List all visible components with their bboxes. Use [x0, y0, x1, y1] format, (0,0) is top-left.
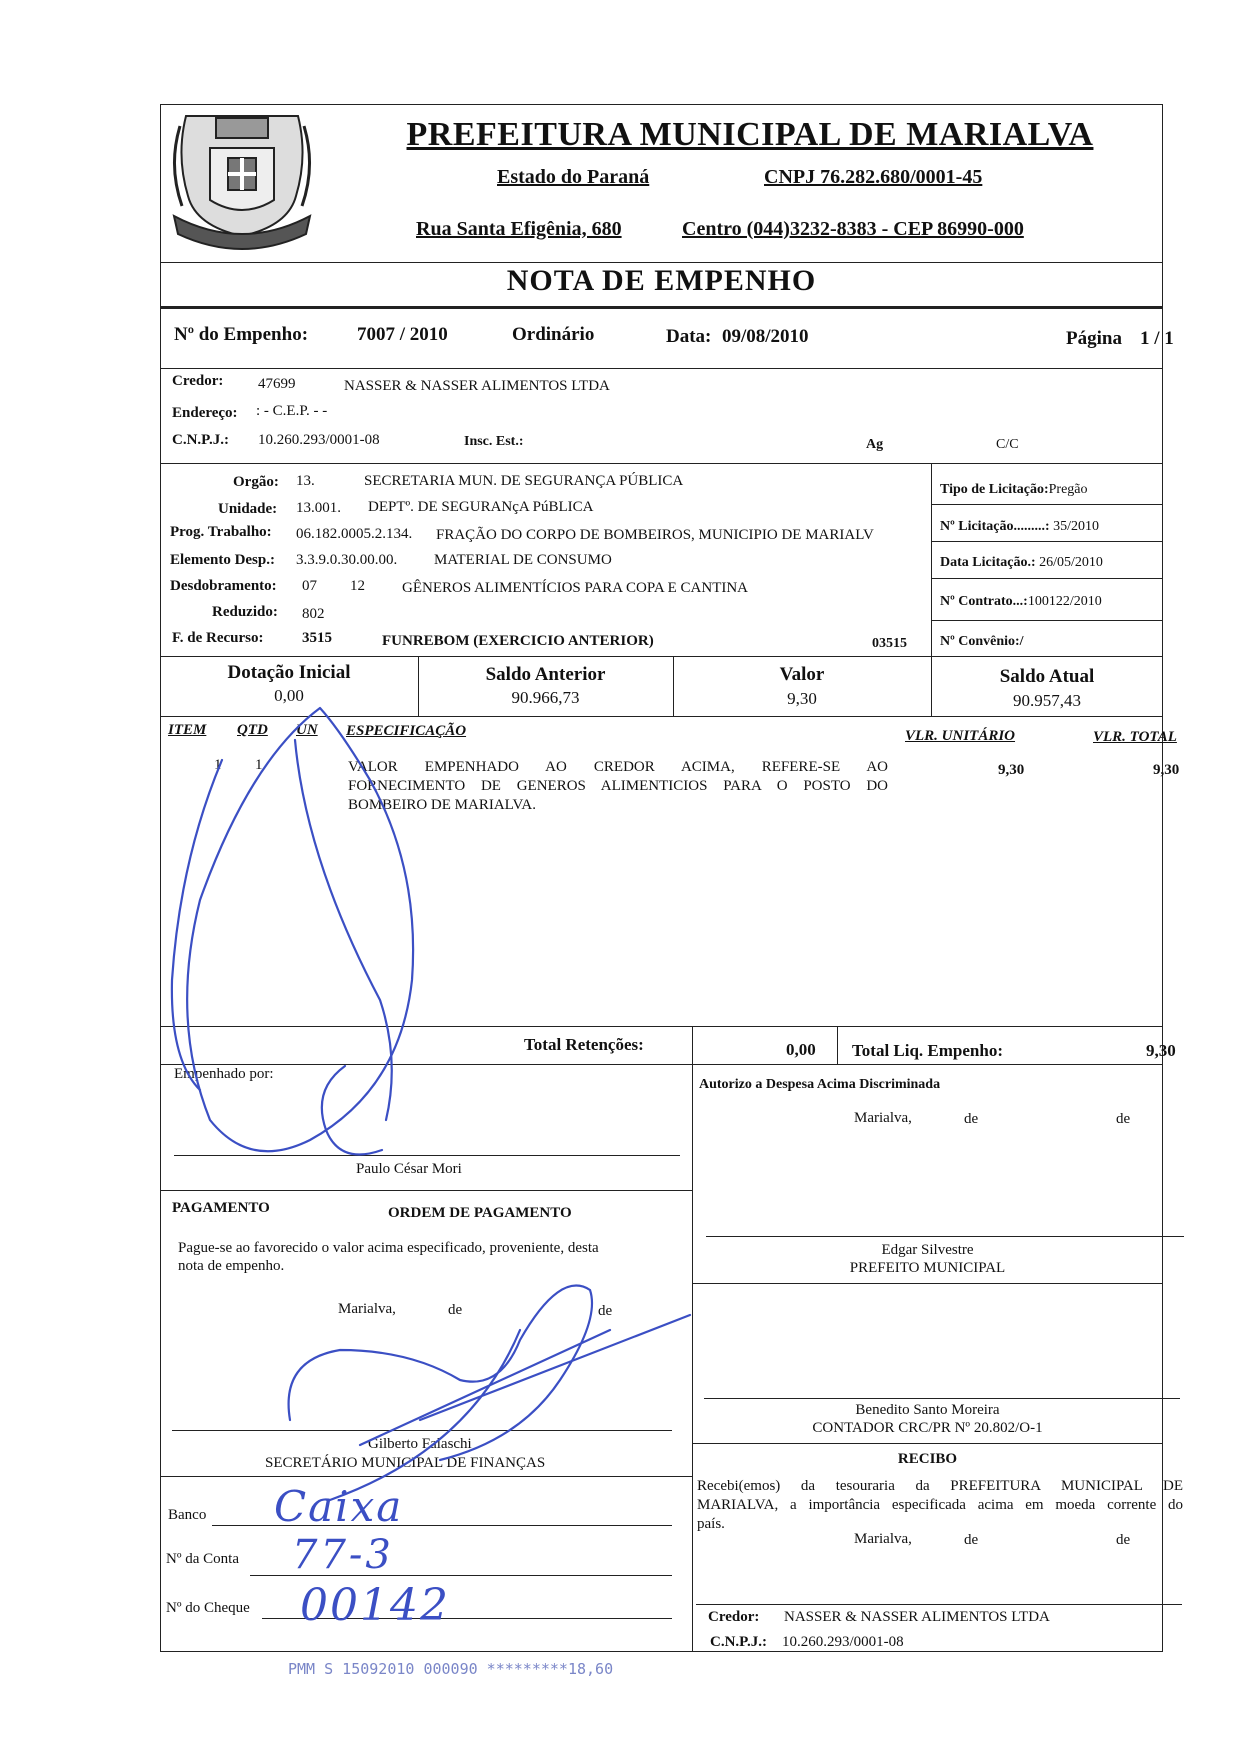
divider-vertical: [692, 1064, 693, 1652]
item-total-value: 9,30: [1153, 762, 1180, 778]
divider: [160, 716, 1163, 717]
ordem-pagamento: ORDEM DE PAGAMENTO: [388, 1205, 572, 1221]
signature-line: [704, 1398, 1180, 1399]
unidade-code: 13.001.: [296, 500, 341, 516]
reduzido-code: 802: [302, 606, 325, 622]
dotacao-label: Dotação Inicial: [227, 662, 351, 683]
contador-title: CONTADOR CRC/PR Nº 20.802/O-1: [812, 1420, 1043, 1436]
valor-value: 9,30: [787, 689, 817, 708]
empenho-date: 09/08/2010: [722, 326, 809, 347]
secretario-name: Gilberto Falaschi: [368, 1436, 472, 1452]
autorizo-de-2: de: [1116, 1111, 1131, 1127]
divider: [931, 541, 1163, 542]
desdobramento-b: 12: [350, 578, 365, 594]
pagamento-text-1: Pague-se ao favorecido o valor acima especificado, proveniente, desta: [178, 1240, 599, 1256]
address-value: : - C.E.P. - -: [256, 403, 328, 419]
saldo-anterior-label: Saldo Anterior: [485, 664, 606, 685]
contrato-label: Nº Contrato...:100122/2010: [940, 594, 1102, 609]
divider: [692, 1443, 1163, 1444]
empenho-number: 7007 / 2010: [357, 324, 448, 345]
insc-label: Insc. Est.:: [464, 434, 524, 449]
credor-name: NASSER & NASSER ALIMENTOS LTDA: [344, 378, 610, 394]
address-label: Endereço:: [172, 405, 238, 421]
recurso-name: FUNREBOM (EXERCICIO ANTERIOR): [382, 633, 654, 649]
recibo-cnpj: 10.260.293/0001-08: [782, 1634, 904, 1650]
pagamento-text-2: nota de empenho.: [178, 1258, 285, 1274]
col-total-value: VLR. TOTAL: [1093, 729, 1177, 745]
signature-line: [696, 1604, 1182, 1605]
liq-value: 9,30: [1146, 1041, 1176, 1060]
recibo-title: RECIBO: [897, 1451, 958, 1467]
col-unit-value: VLR. UNITÁRIO: [905, 728, 1016, 744]
prog-name: FRAÇÃO DO CORPO DE BOMBEIROS, MUNICIPIO DE MARIALV: [436, 527, 874, 543]
conta-value: 77-3: [292, 1532, 394, 1578]
contrato-value: 100122/2010: [1027, 594, 1102, 609]
licitacao-data-label: Data Licitação.: 26/05/2010: [940, 555, 1103, 570]
page-label: Página: [1066, 328, 1122, 349]
item-spec-line-2: FORNECIMENTO DE GENEROS ALIMENTICIOS PARA O POSTO DO: [348, 778, 888, 794]
divider: [931, 620, 1163, 621]
item-unit-value: 9,30: [998, 762, 1025, 778]
bank-stamp: PMM S 15092010 000090 *********18,60: [288, 1660, 614, 1678]
recurso-label: F. de Recurso:: [172, 630, 264, 646]
cnpj-label-credor: C.N.P.J.:: [172, 432, 229, 448]
saldo-atual-label: Saldo Atual: [999, 666, 1095, 687]
cheque-value: 00142: [300, 1580, 450, 1631]
orgao-name: SECRETARIA MUN. DE SEGURANÇA PÚBLICA: [364, 473, 684, 489]
banco-label: Banco: [168, 1507, 207, 1523]
valor-label: Valor: [779, 664, 825, 685]
pagamento-place: Marialva,: [338, 1301, 396, 1317]
elemento-name: MATERIAL DE CONSUMO: [434, 552, 612, 568]
empenho-date-label: Data:: [666, 326, 712, 347]
recurso-code: 3515: [302, 630, 332, 646]
coat-of-arms-icon: [166, 96, 318, 254]
signature-line: [172, 1430, 672, 1431]
contador-name: Benedito Santo Moreira: [855, 1402, 1000, 1418]
recibo-cnpj-label: C.N.P.J.:: [710, 1634, 767, 1650]
autorizo-text: Autorizo a Despesa Acima Discriminada: [699, 1077, 941, 1092]
saldo-anterior-value: 90.966,73: [511, 688, 580, 707]
licitacao-tipo-label: Tipo de Licitação:Pregão: [940, 482, 1088, 497]
recurso-code-2: 03515: [872, 636, 907, 651]
pagamento-de-1: de: [448, 1302, 463, 1318]
retencoes-label: Total Retenções:: [524, 1035, 644, 1054]
recibo-text-2: MARIALVA, a importância especificada acima em moeda corrente do: [697, 1497, 1183, 1513]
divider: [692, 1283, 1163, 1284]
col-spec: ESPECIFICAÇÃO: [346, 723, 467, 739]
autorizo-place: Marialva,: [854, 1110, 912, 1126]
orgao-label: Orgão:: [233, 474, 279, 490]
reduzido-label: Reduzido:: [212, 604, 278, 620]
cnpj-label: CNPJ 76.282.680/0001-45: [764, 166, 983, 188]
orgao-code: 13.: [296, 473, 315, 489]
cc-label: C/C: [996, 437, 1019, 452]
divider: [931, 578, 1163, 579]
recibo-text-3: país.: [697, 1516, 725, 1532]
item-spec-line-1: VALOR EMPENHADO AO CREDOR ACIMA, REFERE-SE AO: [348, 759, 888, 775]
divider-vertical: [692, 1026, 693, 1064]
col-qtd: QTD: [237, 722, 268, 738]
divider-vertical: [931, 463, 932, 656]
autorizo-de-1: de: [964, 1111, 979, 1127]
signature-line: [706, 1236, 1184, 1237]
divider: [160, 368, 1163, 369]
divider-vertical: [837, 1026, 838, 1064]
credor-label: Credor:: [172, 373, 224, 389]
empenhado-name: Paulo César Mori: [356, 1161, 462, 1177]
address-street: Rua Santa Efigênia, 680: [416, 218, 622, 240]
page-title: PREFEITURA MUNICIPAL DE MARIALVA: [406, 116, 1094, 153]
page-number: 1 / 1: [1140, 328, 1174, 349]
divider: [160, 656, 1163, 657]
licitacao-numero-label: Nº Licitação.........: 35/2010: [940, 519, 1099, 534]
divider: [160, 1064, 1163, 1065]
licitacao-data: 26/05/2010: [1039, 555, 1103, 570]
secretario-title: SECRETÁRIO MUNICIPAL DE FINANÇAS: [265, 1455, 546, 1471]
retencoes-value: 0,00: [786, 1040, 816, 1059]
prog-code: 06.182.0005.2.134.: [296, 526, 413, 542]
divider: [160, 306, 1163, 309]
col-un: UN: [296, 722, 318, 738]
cheque-label: Nº do Cheque: [166, 1600, 250, 1616]
divider: [160, 1026, 1163, 1027]
recibo-credor-label: Credor:: [708, 1609, 760, 1625]
licitacao-tipo: Pregão: [1048, 482, 1088, 497]
dotacao-value: 0,00: [274, 686, 304, 705]
divider: [160, 463, 1163, 464]
divider: [931, 504, 1163, 505]
item-spec-line-3: BOMBEIRO DE MARIALVA.: [348, 797, 536, 813]
empenhado-label: Empenhado por:: [174, 1066, 274, 1082]
signature-line: [174, 1155, 680, 1156]
cnpj-value-credor: 10.260.293/0001-08: [258, 432, 380, 448]
prog-label: Prog. Trabalho:: [170, 524, 272, 540]
col-item: ITEM: [168, 722, 207, 738]
item-qtd: 1: [255, 757, 263, 773]
saldo-atual-value: 90.957,43: [1013, 691, 1081, 710]
divider: [160, 262, 1163, 263]
address-rest: Centro (044)3232-8383 - CEP 86990-000: [682, 218, 1024, 240]
licitacao-numero: 35/2010: [1053, 519, 1099, 534]
ag-label: Ag: [866, 437, 884, 452]
recibo-text-1: Recebi(emos) da tesouraria da PREFEITURA MUNICIPAL DE: [697, 1478, 1183, 1494]
item-number: 1: [214, 757, 222, 773]
recibo-de-1: de: [964, 1532, 979, 1548]
unidade-label: Unidade:: [218, 501, 278, 517]
divider: [160, 1476, 692, 1477]
empenho-number-label: Nº do Empenho:: [174, 324, 309, 345]
recibo-place: Marialva,: [854, 1531, 912, 1547]
document-title: NOTA DE EMPENHO: [506, 264, 817, 297]
prefeito-name: Edgar Silvestre: [881, 1242, 974, 1258]
unidade-name: DEPTº. DE SEGURANçA PúBLICA: [368, 499, 594, 515]
liq-label: Total Liq. Empenho:: [852, 1041, 1003, 1060]
desdobramento-label: Desdobramento:: [170, 578, 277, 594]
prefeito-title: PREFEITO MUNICIPAL: [849, 1260, 1006, 1276]
conta-label: Nº da Conta: [166, 1551, 239, 1567]
empenho-type: Ordinário: [512, 324, 595, 345]
divider: [160, 1190, 692, 1191]
elemento-code: 3.3.9.0.30.00.00.: [296, 552, 398, 568]
recibo-de-2: de: [1116, 1532, 1131, 1548]
pagamento-de-2: de: [598, 1303, 613, 1319]
elemento-label: Elemento Desp.:: [170, 552, 275, 568]
desdobramento-name: GÊNEROS ALIMENTÍCIOS PARA COPA E CANTINA: [402, 580, 749, 596]
banco-value: Caixa: [274, 1482, 404, 1531]
state-label: Estado do Paraná: [497, 166, 650, 188]
recibo-credor-name: NASSER & NASSER ALIMENTOS LTDA: [784, 1609, 1050, 1625]
credor-code: 47699: [258, 376, 296, 392]
desdobramento-a: 07: [302, 578, 317, 594]
convenio-label: Nº Convênio:/: [940, 634, 1024, 649]
pagamento-label: PAGAMENTO: [172, 1200, 270, 1216]
